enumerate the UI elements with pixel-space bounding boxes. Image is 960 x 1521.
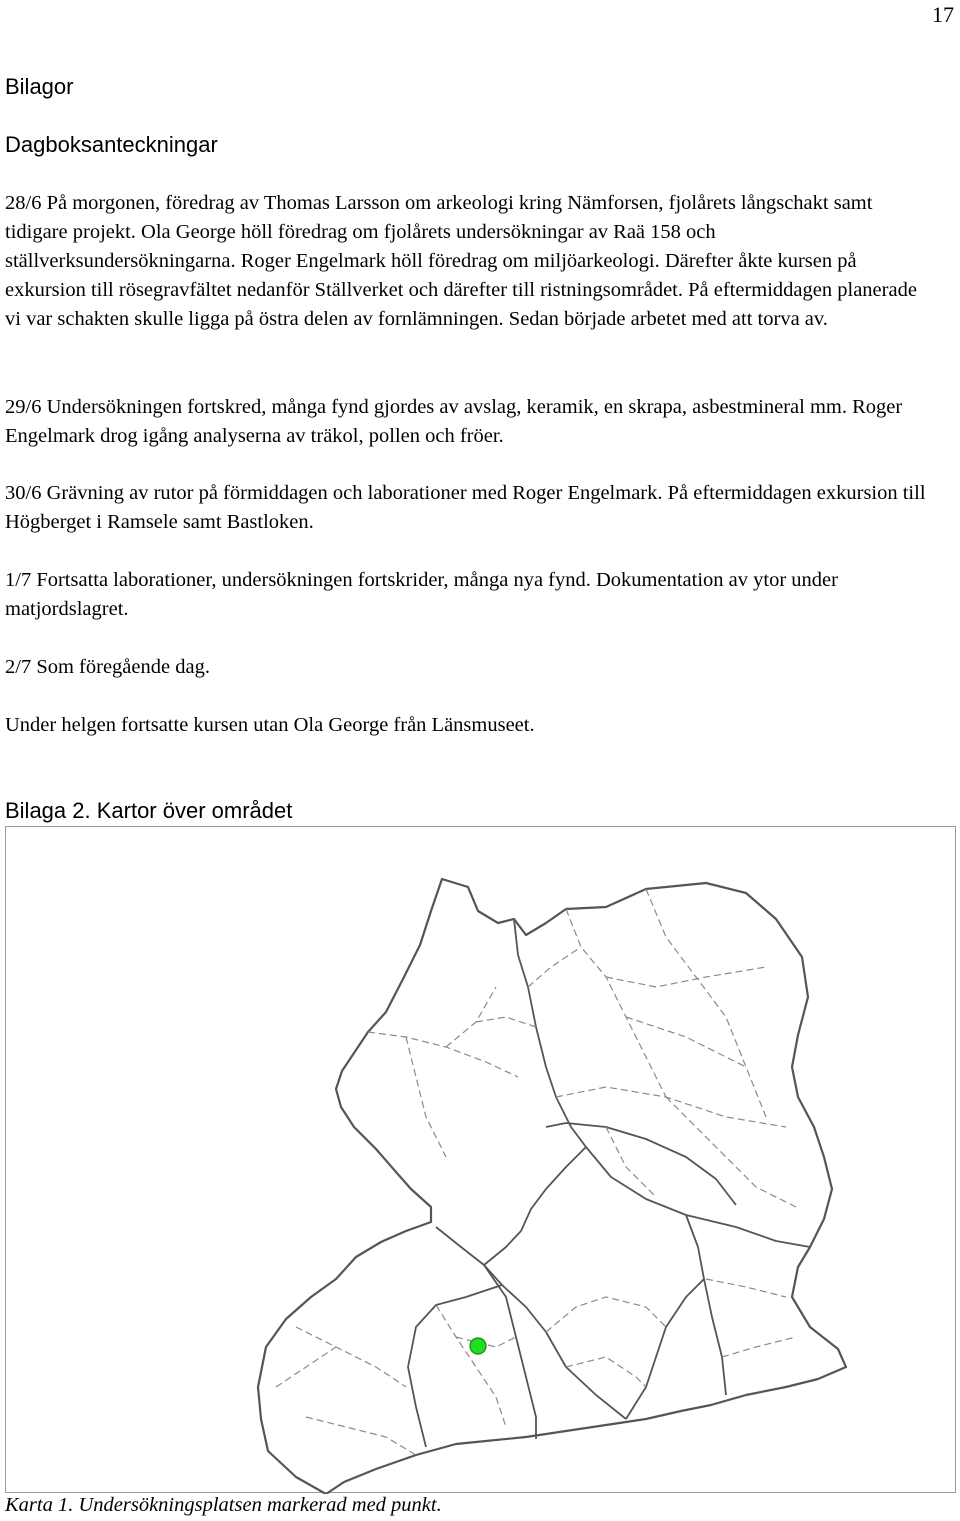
diary-entry-30-6: 30/6 Grävning av rutor på förmiddagen och laborationer med Roger Engelmark. På eftermiddagen exkursion till Högberget i Ramsele samt Bastloken. [5, 482, 926, 533]
diary-entry-1-7: 1/7 Fortsatta laborationer, undersökningen fortskrider, många nya fynd. Dokumentation av ytor under matjordslagret. [5, 569, 838, 620]
diary-entry-2-7: 2/7 Som föregående dag. [5, 656, 210, 678]
diary-entry-weekend: Under helgen fortsatte kursen utan Ola George från Länsmuseet. [5, 714, 535, 736]
heading-dagboksanteckningar: Dagboksanteckningar [5, 132, 218, 157]
heading-bilagor: Bilagor [5, 74, 74, 99]
map-figure [5, 826, 956, 1493]
map-outer-boundary [258, 879, 846, 1494]
survey-site-marker [470, 1338, 486, 1354]
diary-entry-28-6: 28/6 På morgonen, föredrag av Thomas Larsson om arkeologi kring Nämforsen, fjolårets långschakt samt tidigare projekt. Ola George höll föredrag om fjolårets undersökningar av Raä 158 och ställverksundersökningarna. Roger Engelmark höll föredrag om miljöarkeologi. Därefter åkte kursen på exkursion till rösegravfältet nedanför Ställverket och därefter till ristningsområdet. På eftermiddagen planerade vi var schakten skulle ligga på östra delen av fornlämningen. Sedan började arbetet med att torva av. [5, 192, 917, 330]
page-number: 17 [932, 2, 954, 27]
diary-entry-29-6: 29/6 Undersökningen fortskred, många fynd gjordes av avslag, keramik, en skrapa, asbestmineral mm. Roger Engelmark drog igång analyserna av träkol, pollen och fröer. [5, 396, 903, 447]
heading-bilaga-2: Bilaga 2. Kartor över området [5, 798, 293, 823]
map-caption: Karta 1. Undersökningsplatsen markerad med punkt. [5, 1494, 442, 1516]
municipality-map [6, 827, 957, 1494]
